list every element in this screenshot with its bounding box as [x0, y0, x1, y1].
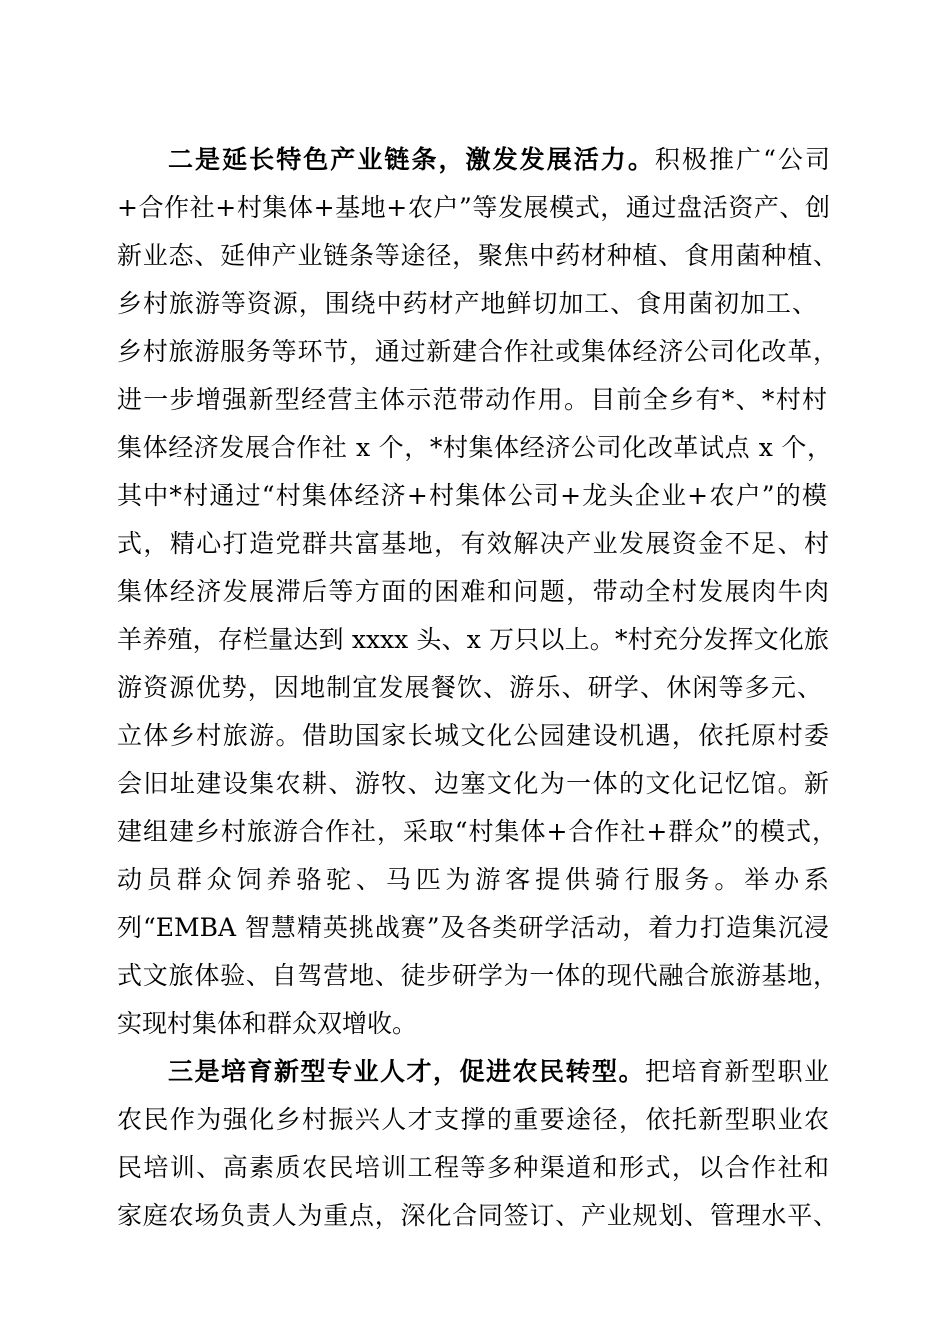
text-line [168, 145, 830, 175]
text-line: 游资源优势，因地制宜发展餐饮、游乐、研学、休闲等多元、 [117, 673, 822, 702]
text-line: 立体乡村旅游。借助国家长城文化公园建设机遇，依托原村委 [117, 721, 829, 750]
text-line: 家庭农场负责人为重点，深化合同签订、产业规划、管理水平、 [117, 1201, 838, 1230]
text-line: 乡村旅游等资源，围绕中药材产地鲜切加工、食用菌初加工、 [117, 289, 817, 318]
paragraph-lead-heading: 三是培育新型专业人才，促进农民转型。 [168, 1057, 645, 1086]
text-line [168, 1057, 829, 1087]
text-line: 进一步增强新型经营主体示范带动作用。目前全乡有*、*村村 [117, 385, 827, 414]
text-line: 会旧址建设集农耕、游牧、边塞文化为一体的文化记忆馆。新 [117, 769, 829, 798]
paragraph-lead-heading: 二是延长特色产业链条，激发发展活力。 [168, 145, 655, 174]
paragraph-text: 积极推广“公司 [654, 145, 830, 174]
text-line: 羊养殖，存栏量达到 xxxx 头、x 万只以上。*村充分发挥文化旅 [117, 625, 829, 654]
text-line: 实现村集体和群众双增收。 [117, 1009, 418, 1038]
text-line: 动员群众饲养骆驼、马匹为游客提供骑行服务。举办系 [117, 865, 829, 894]
text-line: 列“EMBA 智慧精英挑战赛”及各类研学活动，着力打造集沉浸 [117, 913, 829, 942]
text-line: 民培训、高素质农民培训工程等多种渠道和形式，以合作社和 [117, 1153, 829, 1182]
text-line: 乡村旅游服务等环节，通过新建合作社或集体经济公司化改革， [117, 337, 838, 366]
text-line: +合作社+村集体+基地+农户”等发展模式，通过盘活资产、创 [117, 193, 830, 222]
text-line: 建组建乡村旅游合作社，采取“村集体+合作社+群众”的模式， [117, 817, 837, 846]
text-line: 式文旅体验、自驾营地、徒步研学为一体的现代融合旅游基地， [117, 961, 838, 990]
text-line: 其中*村通过“村集体经济+村集体公司+龙头企业+农户”的模 [117, 481, 827, 510]
paragraph-text: 把培育新型职业 [644, 1057, 829, 1086]
text-line: 集体经济发展滞后等方面的困难和问题，带动全村发展肉牛肉 [117, 577, 829, 606]
text-line: 式，精心打造党群共富基地，有效解决产业发展资金不足、村 [117, 529, 829, 558]
text-line: 农民作为强化乡村振兴人才支撑的重要途径，依托新型职业农 [117, 1105, 829, 1134]
text-line: 集体经济发展合作社 x 个，*村集体经济公司化改革试点 x 个， [117, 433, 832, 462]
text-line: 新业态、延伸产业链条等途径，聚焦中药材种植、食用菌种植、 [117, 241, 838, 270]
